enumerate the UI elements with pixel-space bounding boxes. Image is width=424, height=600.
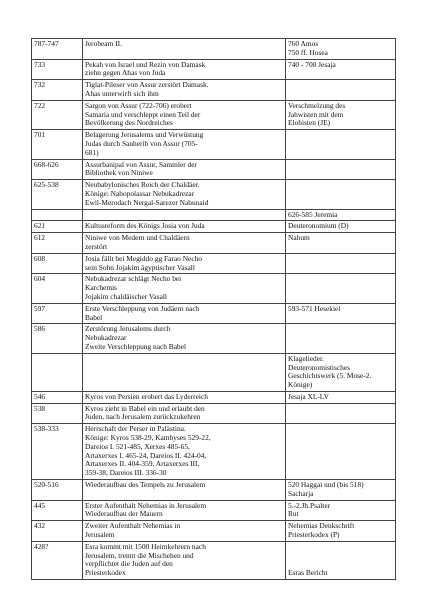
literature-cell <box>286 500 396 521</box>
date-cell <box>32 500 83 521</box>
event-cell <box>83 233 286 254</box>
date-text: 722 <box>34 100 46 110</box>
event-cell <box>83 480 286 501</box>
event-text-line: Zweiter Aufenthalt Nehemias in <box>85 521 181 531</box>
table-row <box>32 59 396 80</box>
date-cell <box>32 233 83 254</box>
event-cell <box>83 253 286 274</box>
date-cell <box>32 221 83 233</box>
date-text: 586 <box>34 324 46 334</box>
date-text: 597 <box>34 303 46 313</box>
table-row <box>32 403 396 424</box>
event-text-line: Esra kommt mit 1500 Heimkehrern nach <box>85 541 206 551</box>
event-cell <box>83 500 286 521</box>
literature-cell <box>286 353 396 391</box>
literature-cell <box>286 541 396 579</box>
event-text-line: Kyros von Persien erobert das Lyderreich <box>85 391 208 401</box>
event-cell <box>83 521 286 542</box>
table-row <box>32 500 396 521</box>
event-text-line: Pekah von Israel und Rezin von Damask <box>85 59 206 69</box>
date-cell <box>32 274 83 303</box>
event-text-line: Belagerung Jerusalems und Verwüstung <box>85 130 204 140</box>
table-row <box>32 221 396 233</box>
date-cell <box>32 59 83 80</box>
event-text-line: Erste Verschleppung von Judäern nach <box>85 303 200 313</box>
table-row <box>32 209 396 221</box>
literature-cell <box>286 253 396 274</box>
event-cell <box>83 303 286 324</box>
event-text-line: Kultusreform des Königs Josia von Juda <box>85 221 205 231</box>
literature-text-line: 5.-2.Jh.Psalter <box>288 500 331 510</box>
event-cell <box>83 130 286 159</box>
event-text-line: Tiglat-Pileser von Assur zerstört Damask. <box>85 80 209 90</box>
event-text-line: zerstört <box>85 241 108 251</box>
table-row <box>32 274 396 303</box>
event-text-line: Sargon von Assur (722-706) erobert <box>85 100 192 110</box>
literature-text-line: 520 Haggai und (bis 518) <box>288 480 364 490</box>
event-text-line: Bevölkerung des Nordreiches <box>85 118 173 128</box>
event-text-line: Nebukadrezar schlägt Necho bei <box>85 274 182 284</box>
table-row <box>32 80 396 101</box>
event-cell <box>83 159 286 180</box>
chronology-table-body <box>32 39 396 580</box>
table-row <box>32 100 396 129</box>
date-text: 621 <box>34 221 46 231</box>
date-cell <box>32 324 83 353</box>
date-text: 445 <box>34 500 46 510</box>
literature-cell <box>286 221 396 233</box>
literature-text-line: Geschichtswerk (5. Mose-2. <box>288 371 372 381</box>
date-text: 538 <box>34 403 46 413</box>
table-row <box>32 480 396 501</box>
event-text-line: Ewil-Merodach Nergal-Sarezer Nabunaid <box>85 197 209 207</box>
date-cell <box>32 159 83 180</box>
date-text: 520-516 <box>34 480 59 490</box>
date-cell <box>32 130 83 159</box>
event-text-line: Babel <box>85 312 103 322</box>
event-cell <box>83 541 286 579</box>
table-row <box>32 521 396 542</box>
event-text-line: Artaxerxes I. 465-24, Dareios II. 424-04, <box>85 450 207 460</box>
event-text-line: Dareios I. 521-485, Xerxes 485-65, <box>85 441 190 451</box>
date-cell <box>32 521 83 542</box>
event-cell <box>83 221 286 233</box>
date-cell <box>32 391 83 403</box>
event-text-line: Jerusalem, trennt die Mischehen und <box>85 550 194 560</box>
event-cell <box>83 180 286 209</box>
literature-text-line: 740 - 700 Jesaja <box>288 59 336 69</box>
date-text: 668-626 <box>34 159 59 169</box>
event-text-line: Zweite Verschleppung nach Babel <box>85 341 187 351</box>
event-text-line: Herrschaft der Perser in Palästina. <box>85 424 186 434</box>
event-text-line: Wiederaufbau der Mauern <box>85 509 163 519</box>
event-text-line: Samaria und verschleppt einen Teil der <box>85 109 201 119</box>
event-cell <box>83 39 286 60</box>
literature-cell <box>286 233 396 254</box>
date-text: 733 <box>34 59 46 69</box>
literature-text-line: Jahwisten mit dem <box>288 109 344 119</box>
date-text: 604 <box>34 274 46 284</box>
literature-text-line: Verschmelzung des <box>288 100 346 110</box>
date-cell <box>32 253 83 274</box>
table-row <box>32 130 396 159</box>
event-text-line: ziehn gegen Ahas von Juda <box>85 68 166 78</box>
event-text-line: Jojakim chaldäischer Vasall <box>85 291 167 301</box>
event-text-line: Josia fällt bei Megiddo gg Farao Necho <box>85 253 202 263</box>
literature-text-line: Nehemias Denkschrift <box>288 521 355 531</box>
literature-text-line: Esras Bericht <box>288 568 328 578</box>
event-cell <box>83 274 286 303</box>
literature-text-line: Sacharja <box>288 488 314 498</box>
table-row <box>32 233 396 254</box>
literature-text-line: 626-585 Jeremia <box>288 209 338 219</box>
table-row <box>32 424 396 480</box>
event-cell <box>83 324 286 353</box>
event-text-line: Neubabylonisches Reich der Chaldäer. <box>85 180 200 190</box>
event-text-line: Bibliothek von Niniwe <box>85 168 153 178</box>
literature-cell <box>286 80 396 101</box>
literature-cell <box>286 274 396 303</box>
date-text: 608 <box>34 253 46 263</box>
event-text-line: Artaxerxes II. 404-359, Artaxerxes III. <box>85 459 200 469</box>
literature-cell <box>286 391 396 403</box>
date-cell <box>32 209 83 221</box>
date-cell <box>32 303 83 324</box>
literature-text-line: Nahum <box>288 233 310 243</box>
table-row <box>32 324 396 353</box>
date-text: 432 <box>34 521 46 531</box>
date-cell <box>32 424 83 480</box>
event-text-line: Jerobeam II. <box>85 39 122 48</box>
event-cell <box>83 424 286 480</box>
date-cell <box>32 100 83 129</box>
date-text: 787-747 <box>34 39 59 48</box>
event-text-line: 359-38, Dareios III. 336-30 <box>85 468 167 478</box>
event-cell <box>83 59 286 80</box>
literature-cell <box>286 100 396 129</box>
date-cell <box>32 480 83 501</box>
literature-text-line: Klagelieder. <box>288 353 324 363</box>
date-text: 612 <box>34 233 46 243</box>
date-text: 428? <box>34 541 49 551</box>
literature-text-line: Deuteronomistisches <box>288 362 350 372</box>
event-text-line: Könige: Nabopolassar Nebukadrezar <box>85 188 195 198</box>
date-text: 701 <box>34 130 46 140</box>
literature-text-line: Elohisten (JE) <box>288 118 331 128</box>
table-row <box>32 39 396 60</box>
event-text-line: Priesterkodex <box>85 568 126 578</box>
literature-cell <box>286 480 396 501</box>
literature-text-line: Jesaja XL-LV <box>288 391 329 401</box>
event-text-line: Nebukadrezar <box>85 333 127 343</box>
event-cell <box>83 353 286 391</box>
literature-cell <box>286 130 396 159</box>
event-text-line: Assurbanipal von Assur, Sammler der <box>85 159 197 169</box>
table-row <box>32 353 396 391</box>
event-text-line: 681) <box>85 147 99 157</box>
literature-text-line: Deuteronomium (D) <box>288 221 349 231</box>
table-row <box>32 253 396 274</box>
event-text-line: sein Sohn Jojakim ägyptischer Vasall <box>85 262 195 272</box>
event-text-line: Kyros zieht in Babel ein und erlaubt den <box>85 403 205 413</box>
table-row <box>32 303 396 324</box>
literature-cell <box>286 424 396 480</box>
literature-cell <box>286 209 396 221</box>
event-text-line: Judas durch Sanherib von Assur (705- <box>85 138 198 148</box>
event-text-line: Ahas unterwirft sich ihm <box>85 88 159 98</box>
event-text-line: Erster Aufenthalt Nehemias in Jerusalem <box>85 500 207 510</box>
literature-cell <box>286 403 396 424</box>
date-cell <box>32 80 83 101</box>
literature-cell <box>286 324 396 353</box>
literature-text-line <box>288 552 393 561</box>
literature-cell <box>286 303 396 324</box>
literature-cell <box>286 159 396 180</box>
literature-text-line: 750 ff. Hosea <box>288 47 328 57</box>
event-cell <box>83 80 286 101</box>
date-cell <box>32 180 83 209</box>
event-text-line: Jerusalem <box>85 530 115 540</box>
date-cell <box>32 353 83 391</box>
event-text-line: Wiederaufbau des Tempels zu Jerusalem <box>85 480 206 490</box>
date-text: 538-333 <box>34 424 59 434</box>
literature-text-line: Rut <box>288 509 299 519</box>
event-text-line: Zerstörung Jerusalems durch <box>85 324 171 334</box>
event-text-line: Karchemis <box>85 283 118 293</box>
date-cell <box>32 541 83 579</box>
date-text: 546 <box>34 391 46 401</box>
literature-text-line: 593-571 Hesekiel <box>288 303 341 313</box>
date-text: 732 <box>34 80 46 90</box>
literature-text-line: Könige) <box>288 380 313 390</box>
date-cell <box>32 39 83 60</box>
literature-text-line: Priesterkodex (P) <box>288 530 340 540</box>
table-row <box>32 541 396 579</box>
table-row <box>32 180 396 209</box>
literature-text-line <box>288 543 393 552</box>
date-cell <box>32 403 83 424</box>
event-text-line: verpflichtet die Juden auf den <box>85 559 173 569</box>
event-text-line: Niniwe von Medern und Chaldäern <box>85 233 190 243</box>
literature-cell <box>286 521 396 542</box>
event-cell <box>83 209 286 221</box>
event-cell <box>83 403 286 424</box>
date-text: 625-538 <box>34 180 59 190</box>
event-cell <box>83 391 286 403</box>
literature-cell <box>286 180 396 209</box>
literature-text-line: 760 Amos <box>288 39 319 48</box>
chronology-table <box>31 38 396 580</box>
table-row <box>32 391 396 403</box>
literature-cell <box>286 39 396 60</box>
event-text-line: Juden, nach Jerusalem zurückzukehren <box>85 412 201 422</box>
table-row <box>32 159 396 180</box>
event-text-line: Könige: Kyros 538-29, Kambyses 529-22, <box>85 433 211 443</box>
literature-cell <box>286 59 396 80</box>
event-cell <box>83 100 286 129</box>
